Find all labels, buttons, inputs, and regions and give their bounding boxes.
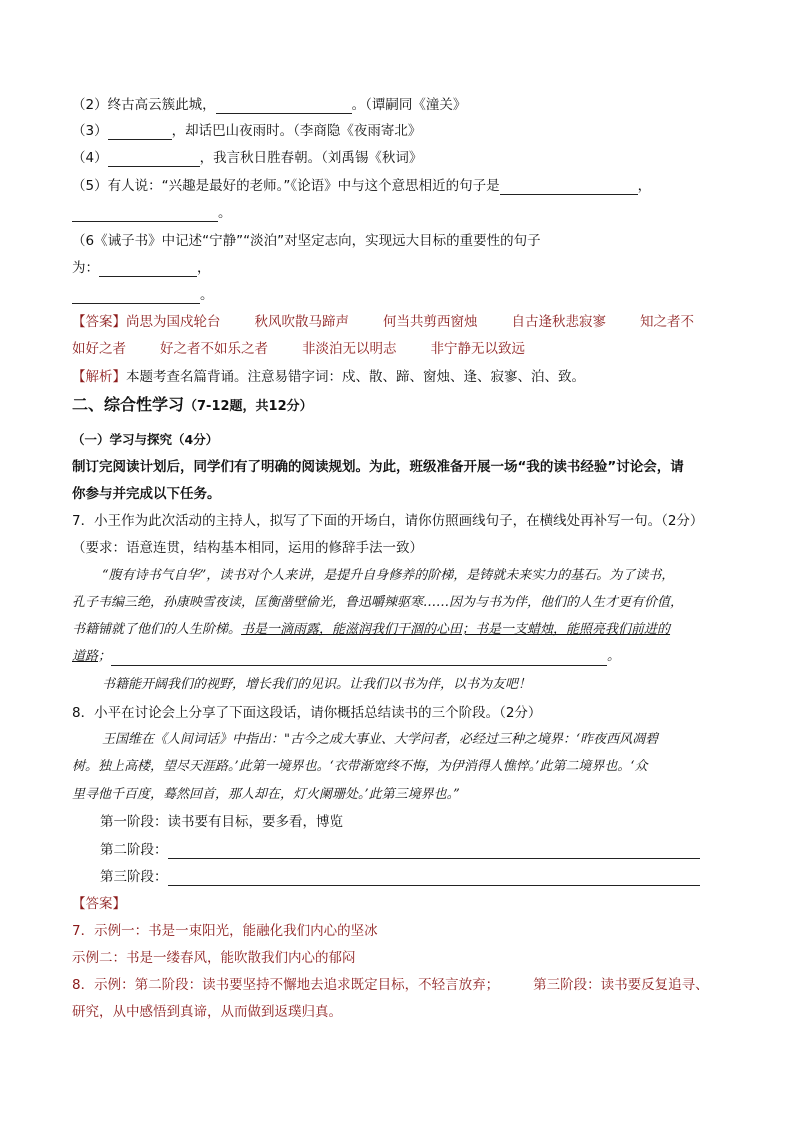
q7-para-plain: 书籍铺就了他们的人生阶梯。 — [72, 622, 242, 637]
q6-comma: ， — [197, 260, 211, 276]
q4-suffix: ，我言秋日胜春朝。（刘禹锡《秋词》 — [199, 150, 423, 166]
q7-stem: 7．小王作为此次活动的主持人，拟写了下面的开场白，请你仿照画线句子，在横线处再补写一句。（2分） — [72, 513, 704, 529]
q3-suffix: ，却话巴山夜雨时。（李商隐《夜雨寄北》 — [171, 123, 422, 139]
q6-text: （6《诫子书》中记述“宁静”“淡泊”对坚定志向，实现远大目标的重要性的句子 — [72, 233, 541, 249]
q7-para-line5: 书籍能开阔我们的视野，增长我们的见识。让我们以书为伴，以书为友吧！ — [102, 677, 532, 692]
recite-q5-line2 — [72, 204, 232, 222]
sub1-title: （一）学习与探究（4分） — [72, 432, 219, 447]
analysis1 — [72, 368, 585, 386]
q6-line2: 为： — [72, 260, 99, 276]
q6-end: 。 — [200, 287, 214, 303]
recite-q4 — [72, 149, 422, 167]
q8-stem: 8．小平在讨论会上分享了下面这段话，请你概括总结读书的三个阶段。（2分） — [72, 705, 542, 721]
q7-para-line2: 孔子韦编三绝，孙康映雪夜读，匡衡凿壁偷光，鲁迅嚼辣驱寒……因为与书为伴，他们的人生才更有价值， — [72, 595, 684, 610]
answer2-a8-line2: 研究，从中感悟到真谛，从而做到返璞归真。 — [72, 1004, 342, 1020]
q5-blank-1[interactable] — [500, 180, 638, 195]
q8-quote-line2: 树。独上高楼，望尽天涯路。’此第一境界也。‘衣带渐宽终不悔，为伊消得人憔悴。’此第二境界也。‘众 — [72, 759, 648, 774]
q8-stage3-label: 第三阶段： — [100, 869, 168, 885]
q8-stage1: 第一阶段：读书要有目标，要多看，博览 — [100, 814, 343, 830]
q7-requirement: （要求：语意连贯，结构基本相同，运用的修辞手法一致） — [72, 540, 423, 556]
recite-q2 — [72, 96, 466, 114]
q7-underlined-end: 道路 — [72, 649, 99, 664]
recite-q6-line2 — [72, 259, 211, 277]
q8-stage3-blank[interactable] — [168, 871, 700, 886]
q2-blank[interactable] — [216, 99, 352, 114]
answer2-a8-part1: 8．示例：第二阶段：读书要坚持不懈地去追求既定目标，不轻言放弃； — [72, 977, 500, 993]
answer1-item: 知之者不 — [640, 314, 694, 330]
answer1-label: 【答案】 — [72, 314, 126, 330]
q7-para-line3 — [72, 621, 670, 639]
answer1-item: 如好之者 — [72, 341, 126, 357]
analysis1-text: 本题考查名篇背诵。注意易错字词：戍、散、蹄、窗烛、逢、寂寥、泊、致。 — [126, 369, 585, 385]
q7-underlined-sentence: 书是一滴雨露，能滋润我们干涸的心田；书是一支蜡烛，能照亮我们前进的 — [241, 622, 671, 637]
answer2-a8-part2: 第三阶段：读书要反复追寻、 — [533, 977, 709, 993]
answer1-line1 — [72, 313, 694, 331]
q8-quote-line3: 里寻他千百度，蓦然回首，那人却在，灯火阑珊处。’此第三境界也。” — [72, 787, 460, 802]
answer2-a7-2: 示例二：书是一缕春风，能吹散我们内心的郁闷 — [72, 950, 356, 966]
q5-end: 。 — [218, 205, 232, 221]
q3-prefix: （3） — [72, 123, 108, 139]
q6-blank-2[interactable] — [72, 289, 200, 304]
q7-answer-blank[interactable] — [111, 651, 607, 666]
q6-blank-1[interactable] — [99, 262, 197, 277]
section2-note: （7-12题，共12分） — [184, 399, 313, 414]
section2-title-text: 二、综合性学习 — [72, 395, 185, 414]
intro-line1: 制订完阅读计划后，同学们有了明确的阅读规划。为此，班级准备开展一场“我的读书经验”讨论会，请 — [72, 459, 684, 475]
q8-quote-line1: 王国维在《人间词话》中指出："古今之成大事业、大学问者，必经过三种之境界：‘昨夜西风凋碧 — [102, 732, 659, 747]
answer1-item: 非淡泊无以明志 — [302, 341, 397, 357]
intro-line2: 你参与并完成以下任务。 — [72, 486, 221, 502]
answer2-a7-1: 7．示例一：书是一束阳光，能融化我们内心的坚冰 — [72, 923, 378, 939]
answer1-item: 秋风吹散马蹄声 — [254, 314, 349, 330]
answer1-item: 何当共剪西窗烛 — [383, 314, 478, 330]
q2-suffix: 。（谭嗣同《潼关》 — [351, 97, 467, 113]
answer1-item: 非宁静无以致远 — [430, 341, 525, 357]
q8-stage2-blank[interactable] — [168, 844, 700, 859]
answer1-item: 尚思为国戍轮台 — [126, 314, 221, 330]
q5-text: （5）有人说：“兴趣是最好的老师。”《论语》中与这个意思相近的句子是 — [72, 178, 500, 194]
q7-para-line4 — [72, 648, 620, 666]
q8-stage3 — [100, 868, 700, 886]
answer1-item: 自古逢秋悲寂寥 — [511, 314, 606, 330]
answer1-item: 好之者不如乐之者 — [160, 341, 268, 357]
recite-q6 — [72, 232, 541, 250]
q7-para-line1: “腹有诗书气自华”，读书对个人来讲，是提升自身修养的阶梯，是铸就未来实力的基石。为了读书， — [102, 568, 675, 583]
q8-stage2 — [100, 841, 700, 859]
q2-prefix: （2）终古高云簇此城， — [72, 97, 216, 113]
q7-period: 。 — [607, 649, 621, 664]
q4-blank[interactable] — [108, 152, 200, 167]
answer1-line2 — [72, 340, 525, 358]
section2-title — [72, 396, 313, 416]
recite-q3 — [72, 122, 421, 140]
q3-blank[interactable] — [108, 125, 172, 140]
answer2-label: 【答案】 — [72, 896, 126, 912]
answer2-a8-line1 — [72, 976, 709, 994]
q5-comma: ， — [637, 178, 652, 194]
q5-blank-2[interactable] — [72, 207, 218, 222]
recite-q5 — [72, 177, 651, 195]
recite-q6-line3 — [72, 286, 214, 304]
q8-stage2-label: 第二阶段： — [100, 842, 168, 858]
q4-prefix: （4） — [72, 150, 108, 166]
analysis1-label: 【解析】 — [72, 369, 126, 385]
q7-semicolon: ； — [98, 649, 112, 664]
